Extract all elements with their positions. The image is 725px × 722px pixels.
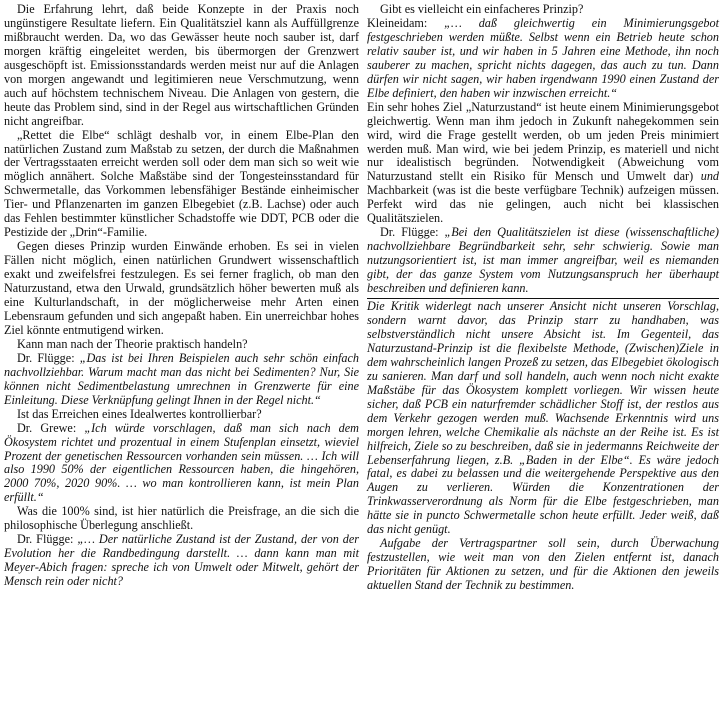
answer-5-quote: „Bei den Qualitätszielen ist diese (wissenschaftliche) nachvollziehbare Begründbarkeit sehr, sehr schwierig. Sowie man nutzungsorientiert ist, ist man immer angreifbar, weil es niemanden gibt, der das ganze System vom Nutzungsanspruch her überhaupt beschreiben und definieren kann. xyxy=(367,225,719,296)
question-2: Ist das Erreichen eines Idealwertes kontrollierbar? xyxy=(17,406,262,421)
commentary-paragraph-2: Aufgabe der Vertragspartner soll sein, durch Überwachung festzustellen, wie weit man von den Zielen entfernt ist, danach Prioritäten für Aktionen zu setzen, und für die Aktionen den jeweils aktuellen Stand der Technik zu bestimmen. xyxy=(367,536,719,593)
answer-5 xyxy=(367,226,719,296)
answer-4-quote: „… daß gleichwertig ein Minimierungsgebot festgeschrieben werden müßte. Selbst wenn ein Betrieb heute schon relativ sauber ist, und wir haben in 5 Jahren eine Methode, ihn noch sauberer zu machen, spricht nichts dagegen, das auch zu tun. Dann dürfen wir nicht sagen, wir haben irgendwann 1990 einen Zustand der Elbe definiert, den haben wir inzwischen erreicht.“ xyxy=(367,15,720,100)
answer-2-speaker: Dr. Grewe: xyxy=(17,420,85,435)
paragraph-3: Gegen dieses Prinzip wurden Einwände erhoben. Es sei in vielen Fällen nicht möglich, einen natürlichen Grundwert wissenschaftlich exakt und zweifelsfrei festzulegen. Es sei ferner fraglich, ob man den Naturzustand, etwa den Urwald, grundsätzlich höher bewerten muß als eine Kulturlandschaft, in der möglicherweise mehr Arten einen Lebensraum gefunden und sich angepaßt haben. Ein unerreichbar hohes Ziel könnte entmutigend wirken. xyxy=(4,239,359,337)
answer-1 xyxy=(4,352,359,408)
answer-3-speaker: Dr. Flügge: xyxy=(17,532,78,547)
commentary-block xyxy=(367,300,719,593)
answer-5-speaker: Dr. Flügge: xyxy=(380,225,445,240)
answer-2-quote: „Ich würde vorschlagen, daß man sich nach dem Ökosystem richtet und prozentual in einem Stufenplan einsetzt, wieviel Prozent der genetischen Ressourcen vorhanden sein müssen. … Ich will also 1990 50% der eigentlichen Ressourcen haben, die hingehören, 2000 70%, 2020 90%. … wo man kontrollieren kann, ist mein Plan erfüllt.“ xyxy=(4,420,359,505)
answer-1-speaker: Dr. Flügge: xyxy=(17,350,80,365)
left-column xyxy=(4,3,359,589)
paragraph-4: Was die 100% sind, ist hier natürlich die Preisfrage, an die sich die philosophische Überlegung anschließt. xyxy=(4,504,359,533)
answer-2 xyxy=(4,422,359,506)
paragraph-2: „Rettet die Elbe“ schlägt deshalb vor, in einem Elbe-Plan den natürlichen Zustand zum Maßstab zu setzen, der durch die Maßnahmen der Vertragsstaaten erreicht werden soll oder dem man sich so weit wie möglich annähert. Solche Maßstäbe sind der Tongesteinsstandard für Schwermetalle, das Vorkommen lebensfähiger Bestände einheimischer Tier- und Pflanzenarten im ganzen Elbegebiet (z.B. Lachse) oder auch das Fehlen bestimmter künstlicher Schadstoffe wie DDT, PCB oder die Pestizide der „Drin“-Familie. xyxy=(4,127,359,240)
answer-3 xyxy=(4,533,359,589)
paragraph-5-part-a: Ein sehr hohes Ziel „Naturzustand“ ist heute einem Minimierungsgebot gleichwertig. Wenn man ihm jedoch in Zukunft nahegekommen sein wird, wird die Frage gestellt werden, ob um jeden Preis minimiert werden muß. Man wird, wie bei jedem Prinzip, es materiell und nicht nur idealistisch begründen. Notwendigkeit (Abweichung vom Naturzustand stellt ein Risiko für Mensch und Umwelt dar) xyxy=(367,99,719,184)
answer-1-quote: „Das ist bei Ihren Beispielen auch sehr schön einfach nachvollziehbar. Warum macht man das nicht bei Sedimenten? Nur, Sie können nicht Sedimentbelastung umrechnen in Grenzwerte für eine Einleitung. Diese Verknüpfung gelingt Ihnen in der Regel nicht.“ xyxy=(4,350,360,407)
answer-4-speaker: Kleineidam: xyxy=(367,15,445,30)
question-3: Gibt es vielleicht ein einfacheres Prinzip? xyxy=(380,2,584,16)
paragraph-1: Die Erfahrung lehrt, daß beide Konzepte in der Praxis noch ungünstigere Resultate liefern. Ein Qualitätsziel kann als Auffüllgrenze mißbraucht werden. Da, wo das Gewässer heute noch sauber ist, darf morgen kräftig eingeleitet werden, bis übermorgen der Grenzwert ausgeschöpft ist. Emissionsstandards werden meist nur auf die Anlagen von morgen angewandt und legitimieren neue Verschmutzung, wenn auch auf höchstem technischem Niveau. Die Anlagen von gestern, die heute das Problem sind, sind in der Regel aus wirtschaftlichen Gründen nicht angreifbar. xyxy=(4,2,359,128)
paragraph-5 xyxy=(367,101,719,227)
right-column xyxy=(367,3,719,593)
answer-3-quote: „… Der natürliche Zustand ist der Zustand, der von der Evolution her die Randbedingung darstellt. … dann kann man mit Meyer-Abich fragen: spreche ich von Umwelt oder Mitwelt, gehört der Mensch rein oder nicht? xyxy=(4,532,360,589)
question-1: Kann man nach der Theorie praktisch handeln? xyxy=(17,336,248,351)
commentary-paragraph-1: Die Kritik widerlegt nach unserer Ansicht nicht unseren Vorschlag, sondern warnt davor, das Prinzip starr zu handhaben, was selbstverständlich nicht unsere Absicht ist. Im Gegenteil, das Naturzustand-Prinzip ist die flexibelste Methode, (Zwischen)Ziele in dem wahrscheinlich langen Prozeß zu setzen, das Elbegebiet ökologisch zu sanieren. Man darf und soll handeln, auch wenn noch nicht exakte Maßstäbe für das Ökosystem komplett vorliegen. Wir wissen heute sicher, daß PCB ein naturfremder schädlicher Stoff ist, der restlos aus dem Verkehr gezogen werden muß. Wachsende Erkenntnis wird uns morgen lehren, welche Chemikalie als nächste an der Reihe ist. Es ist hilfreich, Ziele so zu beschreiben, daß sie in jedermanns Reichweite der Lebenserfahrung liegen, z.B. „Baden in der Elbe“. Es wäre jedoch fatal, es dabei zu belassen und die weitergehende Perspektive aus den Augen zu verlieren. Würden die Konzentrationen der Trinkwasserverordnung als Norm für die Elbe festgeschrieben, man hätte sie in puncto Schwermetalle schon heute erfüllt. Jeder weiß, daß das nicht genügt. xyxy=(367,299,719,537)
answer-4 xyxy=(367,17,719,101)
paragraph-5-und: und xyxy=(700,169,719,184)
paragraph-5-part-b: Machbarkeit (was ist die beste verfügbare Technik) aufzeigen müssen. Perfekt wird das nie gelingen, auch nicht bei klassischen Qualitätszielen. xyxy=(367,183,719,226)
